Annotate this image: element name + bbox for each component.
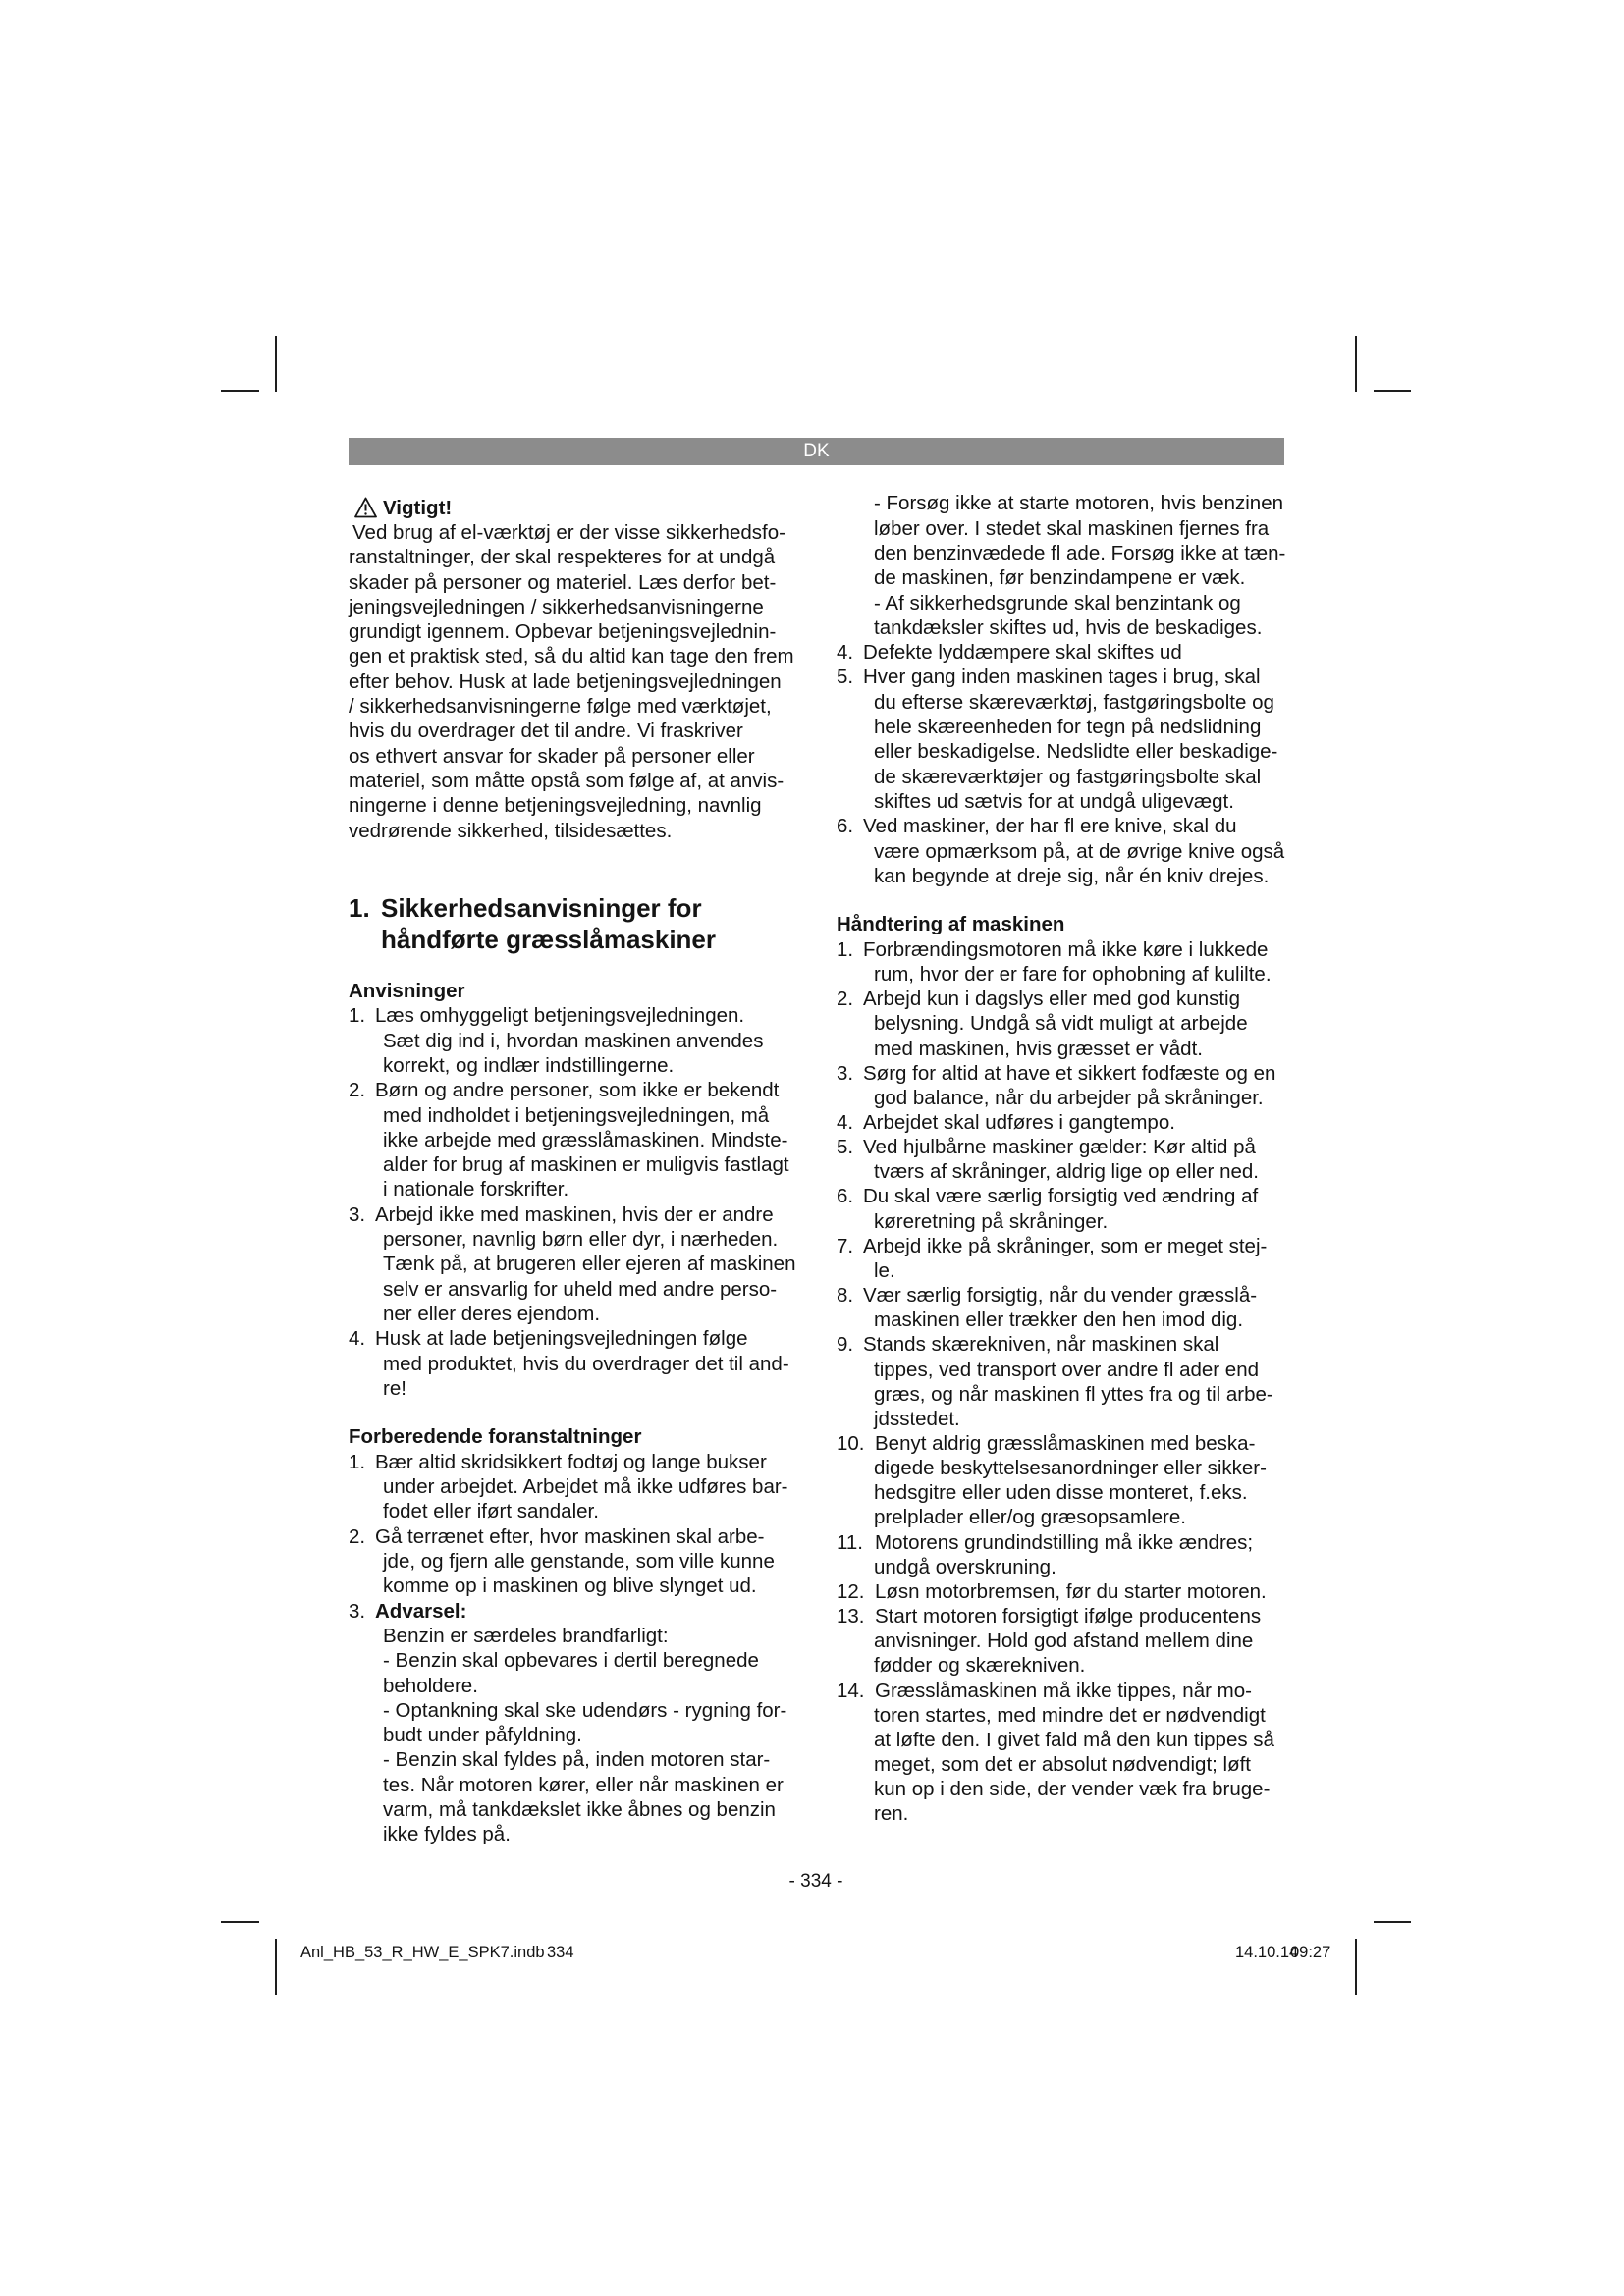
list-item (349, 1078, 795, 1201)
item-line: budt under påfyldning. (383, 1724, 582, 1747)
notice-line: gen et praktisk sted, så du altid kan tage den frem (349, 645, 794, 668)
item-line: med indholdet i betjeningsvejledningen, må (383, 1103, 770, 1127)
item-number: 3. (837, 1061, 854, 1085)
item-line: Motorens grundindstilling må ikke ændres; (875, 1530, 1254, 1554)
list-item (837, 1061, 1275, 1110)
item-line: undgå overskruning. (874, 1555, 1056, 1578)
item-line: - Af sikkerhedsgrunde skal benzintank og (874, 591, 1241, 614)
item-line: - Forsøg ikke at starte motoren, hvis benzinen (874, 492, 1284, 515)
item-line: Start motoren forsigtigt ifølge producentens (875, 1605, 1262, 1629)
list-item (837, 814, 1285, 888)
item-line: ner eller deres ejendom. (383, 1302, 601, 1325)
list-item (349, 1450, 788, 1524)
list-item (837, 1283, 1275, 1332)
item-line: du efterse skæreværktøj, fastgøringsbolte og (874, 690, 1274, 714)
page-number: - 334 - (788, 1871, 843, 1892)
list-item (837, 1234, 1275, 1283)
warning-title: Advarsel: (375, 1599, 467, 1623)
notice-line: ranstaltninger, der skal respekteres for at undgå (349, 546, 776, 569)
item-line: Løsn motorbremsen, før du starter motoren. (875, 1579, 1267, 1603)
footer-date: 14.10.14 (1235, 1944, 1299, 1961)
item-line: Vær særlig forsigtig, når du vender græsslå- (863, 1284, 1258, 1308)
item-line: tankdæksler skiftes ud, hvis de beskadiges. (874, 615, 1263, 639)
item-line: Benyt aldrig græsslåmaskinen med beska- (875, 1432, 1256, 1456)
list-item (837, 1679, 1275, 1827)
item-line: Arbejd kun i dagslys eller med god kunstig (863, 988, 1241, 1011)
item-line: Forbrændingsmotoren må ikke køre i lukkede (863, 937, 1269, 961)
item-line: Bær altid skridsikkert fodtøj og lange bukser (375, 1450, 767, 1473)
notice-line: grundigt igennem. Opbevar betjeningsvejlednin- (349, 620, 777, 644)
section-heading (349, 893, 716, 955)
notice-line: hvis du overdrager det til andre. Vi fraskriver (349, 720, 743, 743)
item-number: 1. (837, 937, 854, 961)
item-line: Børn og andre personer, som ikke er bekendt (375, 1079, 780, 1102)
notice-line: Ved brug af el-værktøj er der visse sikkerhedsfo- (352, 521, 785, 544)
item-line: personer, navnlig børn eller dyr, i nærheden. (383, 1228, 779, 1252)
item-number: 2. (349, 1079, 366, 1102)
item-number: 9. (837, 1333, 854, 1357)
item-number: 3. (349, 1599, 366, 1623)
item-line: eller beskadigelse. Nedslidte eller beskadige- (874, 740, 1278, 764)
list-item (349, 1003, 795, 1078)
crop-mark-top-right-vertical (1355, 336, 1357, 392)
crop-mark-bottom-right-vertical (1355, 1939, 1357, 1995)
item-number: 14. (837, 1679, 865, 1702)
item-line: hedsgitre eller uden disse monteret, f.eks. (874, 1481, 1248, 1505)
warning-triangle-icon (354, 497, 377, 518)
list-item (837, 640, 1285, 665)
item-number: 5. (837, 666, 854, 689)
item-line: Tænk på, at brugeren eller ejeren af maskinen (383, 1253, 796, 1276)
notice-line: jeningsvejledningen / sikkerhedsanvisningerne (349, 595, 764, 618)
notice-line: vedrørende sikkerhed, tilsidesættes. (349, 819, 673, 842)
item-line: Sæt dig ind i, hvordan maskinen anvendes (383, 1029, 764, 1052)
item-line: Sørg for altid at have et sikkert fodfæste og en (863, 1061, 1276, 1085)
list-item (837, 1110, 1275, 1135)
handling-list (837, 937, 1275, 1827)
item-line: ikke arbejde med græsslåmaskinen. Mindste- (383, 1128, 788, 1151)
item-line: toren startes, med mindre det er nødvendigt (874, 1703, 1266, 1727)
crop-mark-bottom-right-horizontal (1374, 1921, 1411, 1923)
item-line: rum, hvor der er fare for ophobning af kulilte. (874, 963, 1272, 987)
footer-page: 334 (547, 1944, 574, 1961)
item-line: fødder og skærekniven. (874, 1654, 1086, 1678)
crop-mark-bottom-left-vertical (275, 1939, 277, 1995)
item-line: Ved maskiner, der har fl ere knive, skal du (863, 815, 1237, 838)
item-line: belysning. Undgå så vidt muligt at arbejde (874, 1012, 1248, 1036)
item-line: selv er ansvarlig for uheld med andre perso- (383, 1277, 778, 1301)
item-number: 2. (349, 1524, 366, 1548)
item-number: 6. (837, 815, 854, 838)
notice-line: os ethvert ansvar for skader på personer eller (349, 744, 755, 768)
item-line: være opmærksom på, at de øvrige knive også (874, 839, 1285, 863)
list-item (837, 1431, 1275, 1530)
list-item (837, 1530, 1275, 1579)
handling-heading: Håndtering af maskinen (837, 913, 1065, 936)
crop-mark-bottom-left-horizontal (221, 1921, 259, 1923)
item-number: 11. (837, 1530, 863, 1554)
item-line: i nationale forskrifter. (383, 1178, 569, 1201)
list-item (349, 1524, 788, 1599)
item-line: anvisninger. Hold god afstand mellem dine (874, 1629, 1254, 1653)
item-line: ren. (874, 1802, 909, 1826)
item-line: meget, som det er absolut nødvendigt; løft (874, 1753, 1251, 1777)
notice-line: efter behov. Husk at lade betjeningsvejledningen (349, 669, 782, 693)
item-line: Gå terrænet efter, hvor maskinen skal arbe- (375, 1524, 765, 1548)
item-line: god balance, når du arbejder på skråninger. (874, 1086, 1264, 1109)
item-line: digede beskyttelsesanordninger eller sikker- (874, 1457, 1267, 1480)
item-line: græs, og når maskinen fl yttes fra og til arbe- (874, 1382, 1273, 1406)
item-line: Benzin er særdeles brandfarligt: (383, 1624, 669, 1647)
item-line: de maskinen, før benzindampene er væk. (874, 566, 1246, 590)
list-item (349, 1202, 795, 1326)
item-number: 2. (837, 988, 854, 1011)
item-number: 3. (349, 1202, 366, 1226)
item-line: Arbejdet skal udføres i gangtempo. (863, 1110, 1175, 1134)
item-line: den benzinvædede fl ade. Forsøg ikke at tæn- (874, 541, 1286, 564)
crop-mark-top-right-horizontal (1374, 390, 1411, 392)
item-number: 4. (349, 1327, 366, 1351)
notice-line: ningerne i denne betjeningsvejledning, navnlig (349, 794, 762, 818)
crop-mark-top-left-horizontal (221, 390, 259, 392)
footer-time: 09:27 (1290, 1944, 1331, 1961)
item-line: ikke fyldes på. (383, 1823, 511, 1846)
list-item (837, 937, 1275, 987)
item-line: med produktet, hvis du overdrager det til and- (383, 1352, 789, 1375)
item-line: prelplader eller/og græsopsamlere. (874, 1506, 1186, 1529)
item-number: 7. (837, 1234, 854, 1257)
item-line: under arbejdet. Arbejdet må ikke udføres bar- (383, 1475, 788, 1499)
item-line: tippes, ved transport over andre fl ader end (874, 1358, 1260, 1381)
item-line: - Optankning skal ske udendørs - rygning for- (383, 1698, 787, 1722)
item-line: Husk at lade betjeningsvejledningen følge (375, 1327, 748, 1351)
item-number: 4. (837, 641, 854, 665)
item-line: Defekte lyddæmpere skal skiftes ud (863, 641, 1182, 665)
notice-title: Vigtigt! (383, 497, 453, 519)
list-item-warning (349, 1599, 788, 1847)
item-line: varm, må tankdækslet ikke åbnes og benzin (383, 1798, 776, 1822)
item-line: jde, og fjern alle genstande, som ville kunne (383, 1550, 775, 1574)
item-line: le. (874, 1258, 895, 1282)
item-number: 8. (837, 1284, 854, 1308)
section-number: 1. (349, 893, 370, 923)
item-line: Stands skærekniven, når maskinen skal (863, 1333, 1219, 1357)
section-title-line: håndførte græsslåmaskiner (381, 924, 717, 954)
footer-file-name: Anl_HB_53_R_HW_E_SPK7.indb (300, 1944, 545, 1961)
item-line: med maskinen, hvis græsset er vådt. (874, 1037, 1203, 1060)
item-line: tes. Når motoren kører, eller når maskinen er (383, 1773, 784, 1796)
item-line: køreretning på skråninger. (874, 1209, 1109, 1233)
section-title-line: Sikkerhedsanvisninger for (381, 893, 702, 923)
item-line: Læs omhyggeligt betjeningsvejledningen. (375, 1004, 745, 1028)
item-line: Hver gang inden maskinen tages i brug, skal (863, 666, 1261, 689)
item-line: komme op i maskinen og blive slynget ud. (383, 1575, 757, 1598)
item-line: jdsstedet. (874, 1407, 960, 1430)
item-line: Arbejd ikke på skråninger, som er meget stej- (863, 1234, 1268, 1257)
list-item (837, 1579, 1275, 1604)
item-line: beholdere. (383, 1674, 478, 1697)
preparation-heading: Forberedende foranstaltninger (349, 1425, 642, 1449)
item-line: skiftes ud sætvis for at undgå uligevægt. (874, 789, 1234, 813)
item-line: hele skæreenheden for tegn på nedslidning (874, 716, 1262, 739)
item-line: kan begynde at dreje sig, når én kniv drejes. (874, 864, 1270, 887)
item-number: 6. (837, 1185, 854, 1208)
list-item (349, 1326, 795, 1401)
item-number: 4. (837, 1110, 854, 1134)
notice-line: materiel, som måtte opstå som følge af, at anvis- (349, 769, 785, 792)
item-line: fodet eller iført sandaler. (383, 1500, 599, 1523)
item-number: 1. (349, 1004, 366, 1028)
instructions-list (349, 1003, 795, 1401)
list-item (837, 665, 1285, 814)
instructions-heading: Anvisninger (349, 980, 465, 1002)
item-line: Græsslåmaskinen må ikke tippes, når mo- (875, 1679, 1252, 1702)
item-line: maskinen eller trækker den hen imod dig. (874, 1308, 1244, 1332)
item-line: Arbejd ikke med maskinen, hvis der er andre (375, 1202, 774, 1226)
list-item (837, 987, 1275, 1060)
notice-body (349, 520, 794, 843)
item-line: re! (383, 1376, 406, 1400)
list-item (837, 1604, 1275, 1678)
list-item (837, 1184, 1275, 1233)
item-line: Du skal være særlig forsigtig ved ændring af (863, 1185, 1259, 1208)
item-line: løber over. I stedet skal maskinen fjernes fra (874, 516, 1270, 540)
item-line: de skæreværktøjer og fastgøringsbolte skal (874, 765, 1262, 788)
preparation-list-continued (837, 491, 1285, 888)
crop-mark-top-left-vertical (275, 336, 277, 392)
item-line: tværs af skråninger, aldrig lige op eller ned. (874, 1160, 1259, 1184)
list-item (837, 1332, 1275, 1431)
notice-line: / sikkerhedsanvisningerne følge med værktøjet, (349, 695, 772, 719)
item-number: 1. (349, 1450, 366, 1473)
language-header-bar: DK (349, 438, 1284, 465)
item-number: 12. (837, 1579, 865, 1603)
preparation-list (349, 1450, 788, 1847)
item-line: Ved hjulbårne maskiner gælder: Kør altid på (863, 1136, 1256, 1159)
notice-title-row (349, 496, 545, 520)
item-line: - Benzin skal opbevares i dertil beregnede (383, 1649, 759, 1673)
item-number: 13. (837, 1605, 865, 1629)
item-number: 5. (837, 1136, 854, 1159)
list-item (837, 1135, 1275, 1184)
item-line: alder for brug af maskinen er muligvis fastlagt (383, 1153, 789, 1177)
item-line: kun op i den side, der vender væk fra bruge- (874, 1778, 1271, 1801)
item-line: at løfte den. I givet fald må den kun tippes så (874, 1728, 1274, 1751)
notice-line: skader på personer og materiel. Læs derfor bet- (349, 570, 777, 594)
item-number: 10. (837, 1432, 865, 1456)
item-line: - Benzin skal fyldes på, inden motoren star- (383, 1748, 771, 1772)
item-line: korrekt, og indlær indstillingerne. (383, 1053, 675, 1077)
